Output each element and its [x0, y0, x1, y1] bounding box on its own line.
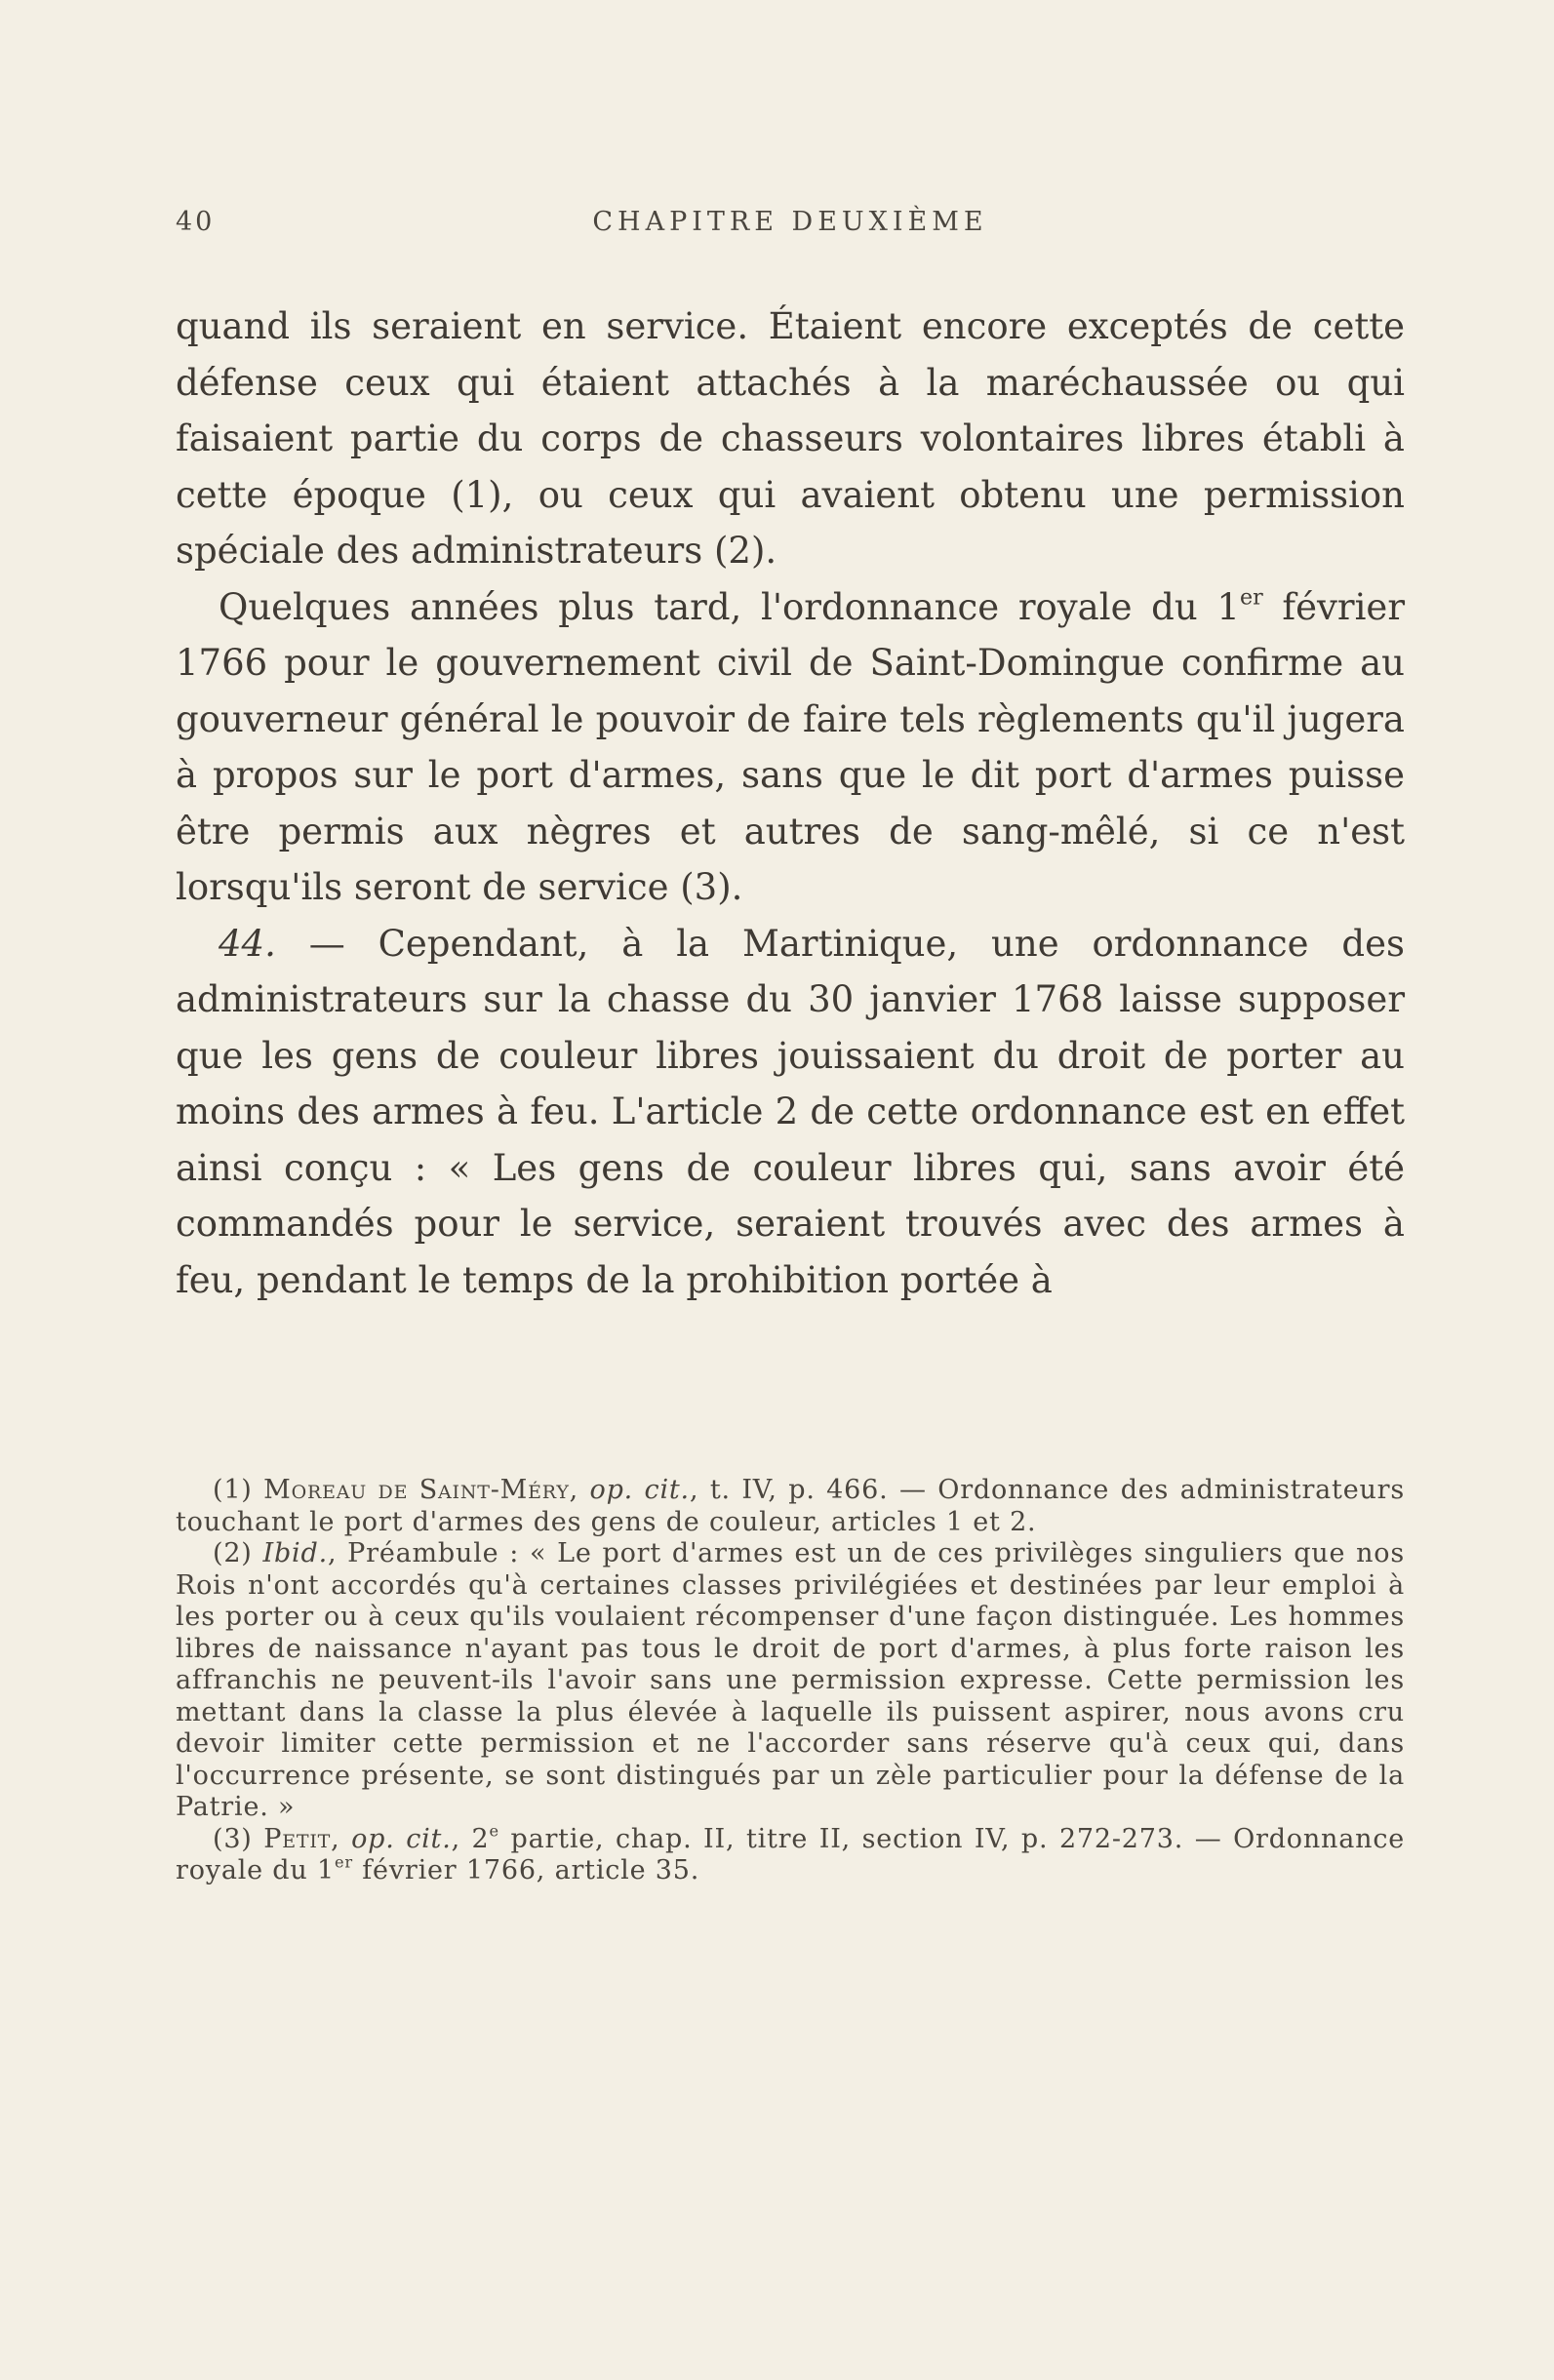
- superscript-er: er: [1239, 583, 1263, 610]
- paragraph-2-text-a: Quelques années plus tard, l'ordonnance royale du 1: [219, 585, 1240, 628]
- footnote-2-ibid: Ibid.: [262, 1538, 328, 1568]
- page-header: [176, 207, 1405, 246]
- footnote-1-separator: ,: [569, 1475, 590, 1505]
- footnote-2: [176, 1538, 1405, 1824]
- paragraph-2: [176, 579, 1405, 916]
- footnote-3-marker: (3): [213, 1823, 264, 1854]
- section-number: 44.: [219, 922, 276, 965]
- running-title: CHAPITRE DEUXIÈME: [592, 207, 988, 237]
- footnote-3-superscript-er: er: [334, 1852, 353, 1872]
- paragraph-1-text: quand ils seraient en service. Étaient encore exceptés de cette défense ceux qui étaient attachés à la maréchaussée ou qui faisaient partie du corps de chasseurs volontaires libres établi à cette époque (1), ou ceux qui avaient obtenu une permission spéciale des administrateurs (2).: [176, 305, 1405, 572]
- paragraph-44: [176, 916, 1405, 1309]
- footnote-3-text-c: février 1766, article 35.: [352, 1855, 700, 1885]
- footnote-2-text: , Préambule : « Le port d'armes est un de ces privilèges singuliers que nos Rois n'ont accordés qu'à certaines classes privilégiées et destinées par leur emploi à les porter ou à ceux qu'ils voulaient récompenser d'une façon distinguée. Les hommes libres de naissance n'ayant pas tous le droit de port d'armes, à plus forte raison les affranchis ne peuvent-ils l'avoir sans une permission expresse. Cette permission les mettant dans la classe la plus élevée à laquelle ils puissent aspirer, nous avons cru devoir limiter cette permission et ne l'accorder sans réserve qu'à ceux qui, dans l'occurrence présente, se sont distingués par un zèle particulier pour la défense de la Patrie. »: [176, 1538, 1405, 1822]
- footnote-1-author: Moreau de Saint-Méry: [263, 1475, 570, 1505]
- paragraph-2-text-b: février 1766 pour le gouvernement civil de Saint-Domingue confirme au gouverneur général le pouvoir de faire tels règlements qu'il jugera à propos sur le port d'armes, sans que le dit port d'armes puisse être permis aux nègres et autres de sang-mêlé, si ce n'est lorsqu'ils seront de service (3).: [176, 585, 1406, 908]
- footnote-1: [176, 1475, 1405, 1538]
- footnote-2-marker: (2): [213, 1538, 263, 1568]
- paragraph-44-text: — Cependant, à la Martinique, une ordonnance des administrateurs sur la chasse du 30 janvier 1768 laisse supposer que les gens de couleur libres jouissaient du droit de porter au moins des armes à feu. L'article 2 de cette ordonnance est en effet ainsi conçu : « Les gens de couleur libres qui, sans avoir été commandés pour le service, seraient trouvés avec des armes à feu, pendant le temps de la prohibition portée à: [176, 922, 1405, 1301]
- footnote-3-author: Petit: [263, 1823, 332, 1854]
- footnote-3-text-a: , 2: [451, 1823, 490, 1854]
- footnote-3: [176, 1821, 1406, 1887]
- paragraph-continued: [176, 298, 1405, 579]
- footnote-1-opcit: op. cit.: [589, 1475, 690, 1505]
- main-text: [176, 298, 1405, 1308]
- footnotes: [176, 1475, 1405, 1887]
- footnote-3-superscript-e: e: [489, 1821, 499, 1841]
- footnote-3-separator: ,: [331, 1823, 352, 1854]
- footnote-3-opcit: op. cit.: [351, 1823, 452, 1854]
- footnote-1-marker: (1): [213, 1475, 264, 1505]
- footnote-3-text-b: partie, chap. II, titre II, section IV, p. 272-273. — Ordonnance royale du 1: [176, 1823, 1406, 1885]
- footnote-1-text: , t. IV, p. 466. — Ordonnance des administrateurs touchant le port d'armes des gens de couleur, articles 1 et 2.: [176, 1475, 1406, 1537]
- page-number: 40: [176, 207, 216, 237]
